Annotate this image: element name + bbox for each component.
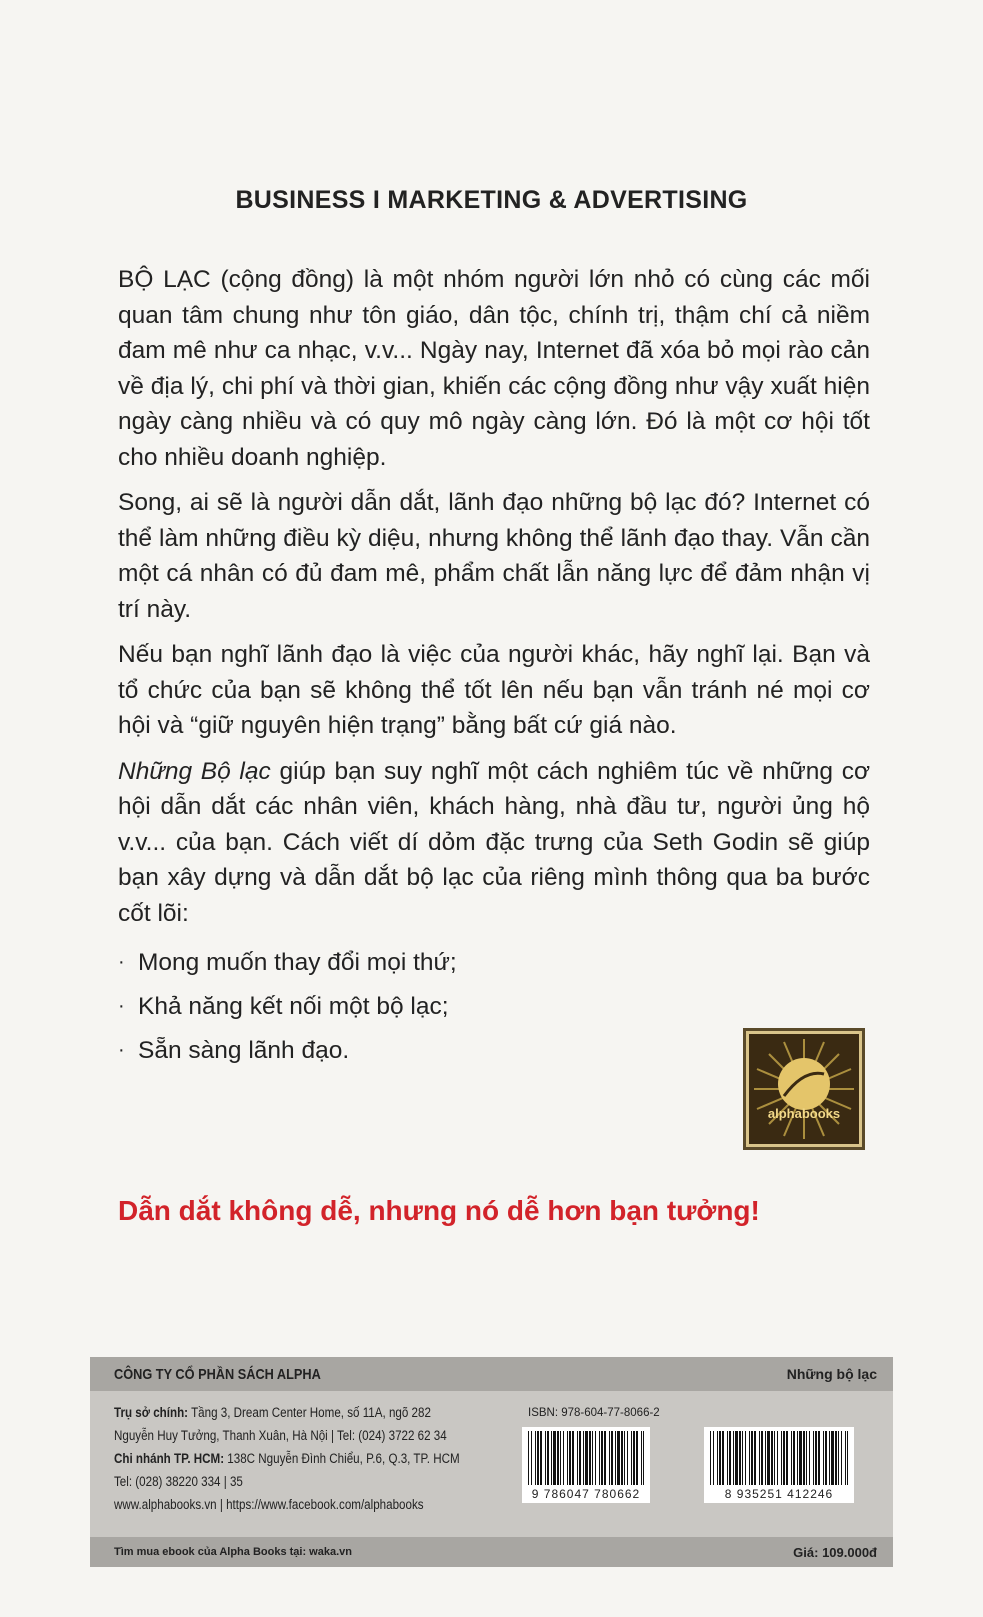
panel-header xyxy=(90,1357,893,1391)
category-heading: BUSINESS I MARKETING & ADVERTISING xyxy=(235,186,748,214)
bullet-item xyxy=(118,985,870,1029)
logo-wordmark: alphabooks xyxy=(767,1106,841,1121)
ebook-note: Tìm mua ebook của Alpha Books tại: waka.vn xyxy=(114,1546,352,1558)
barcode-bars xyxy=(528,1431,644,1485)
sunburst-icon xyxy=(749,1034,859,1144)
barcode-bars xyxy=(710,1431,848,1485)
bullet-dot: · xyxy=(118,951,125,974)
hq-address-2: Nguyễn Huy Tưởng, Thanh Xuân, Hà Nội | Tel: (024) 3722 62 34 xyxy=(114,1428,447,1443)
bullet-item xyxy=(118,941,870,985)
ean-barcode xyxy=(704,1427,854,1503)
bullet-text: Sẵn sàng lãnh đạo. xyxy=(138,1037,350,1065)
publisher-panel xyxy=(90,1357,893,1567)
bullet-text: Mong muốn thay đổi mọi thứ; xyxy=(138,949,457,977)
barcode-number: 8 935251 412246 xyxy=(724,1487,834,1501)
company-name: CÔNG TY CỔ PHẦN SÁCH ALPHA xyxy=(114,1365,321,1383)
bullet-text: Khả năng kết nối một bộ lạc; xyxy=(138,993,449,1021)
branch-tel: Tel: (028) 38220 334 | 35 xyxy=(114,1474,243,1489)
web-links: www.alphabooks.vn | https://www.facebook.com/alphabooks xyxy=(114,1497,424,1512)
hq-address: Tầng 3, Dream Center Home, số 11A, ngõ 282 xyxy=(188,1405,431,1420)
price: Giá: 109.000đ xyxy=(793,1544,877,1560)
panel-footer xyxy=(90,1537,893,1567)
branch-address: 138C Nguyễn Đình Chiểu, P.6, Q.3, TP. HCM xyxy=(224,1451,460,1466)
paragraph-4-text: giúp bạn suy nghĩ một cách nghiêm túc về những cơ hội dẫn dắt các nhân viên, khách hàng, nhà đầu tư, người ủng hộ v.v... của bạn. Cách viết dí dỏm đặc trưng của Seth Godin sẽ giúp bạn xây dựng và dẫn dắt bộ lạc của riêng mình thông qua ba bước cốt lõi: xyxy=(118,757,871,927)
blurb xyxy=(118,262,870,1073)
book-title-small: Những bộ lạc xyxy=(786,1366,877,1382)
barcode-number: 9 786047 780662 xyxy=(531,1487,641,1501)
branch-label: Chi nhánh TP. HCM: xyxy=(114,1451,225,1466)
paragraph-4 xyxy=(118,754,870,932)
paragraph-3: Nếu bạn nghĩ lãnh đạo là việc của người khác, hãy nghĩ lại. Bạn và tổ chức của bạn sẽ không thể tốt lên nếu bạn vẫn tránh né mọi cơ hội và “giữ nguyên hiện trạng” bằng bất cứ giá nào. xyxy=(118,641,870,739)
hq-label: Trụ sở chính: xyxy=(114,1405,189,1420)
isbn-barcode xyxy=(522,1427,650,1503)
alphabooks-logo xyxy=(743,1028,865,1150)
bullet-dot: · xyxy=(118,1039,125,1062)
paragraph-2: Song, ai sẽ là người dẫn dắt, lãnh đạo những bộ lạc đó? Internet có thể làm những điều kỳ diệu, nhưng không thể lãnh đạo thay. Vẫn cần một cá nhân có đủ đam mê, phẩm chất lẫn năng lực để đảm nhận vị trí này. xyxy=(118,489,870,623)
paragraph-1: BỘ LẠC (cộng đồng) là một nhóm người lớn nhỏ có cùng các mối quan tâm chung như tôn giáo, dân tộc, chính trị, thậm chí cả niềm đam mê như ca nhạc, v.v... Ngày nay, Internet đã xóa bỏ mọi rào cản về địa lý, chi phí và thời gian, khiến các cộng đồng như vậy xuất hiện ngày càng nhiều và có quy mô ngày càng lớn. Đó là một cơ hội tốt cho nhiều doanh nghiệp. xyxy=(118,266,870,471)
tagline: Dẫn dắt không dễ, nhưng nó dễ hơn bạn tưởng! xyxy=(118,1195,760,1226)
bullet-dot: · xyxy=(118,995,125,1018)
isbn-label: ISBN: 978-604-77-8066-2 xyxy=(528,1407,660,1419)
book-title-italic: Những Bộ lạc xyxy=(118,757,271,785)
publisher-address xyxy=(114,1401,475,1516)
